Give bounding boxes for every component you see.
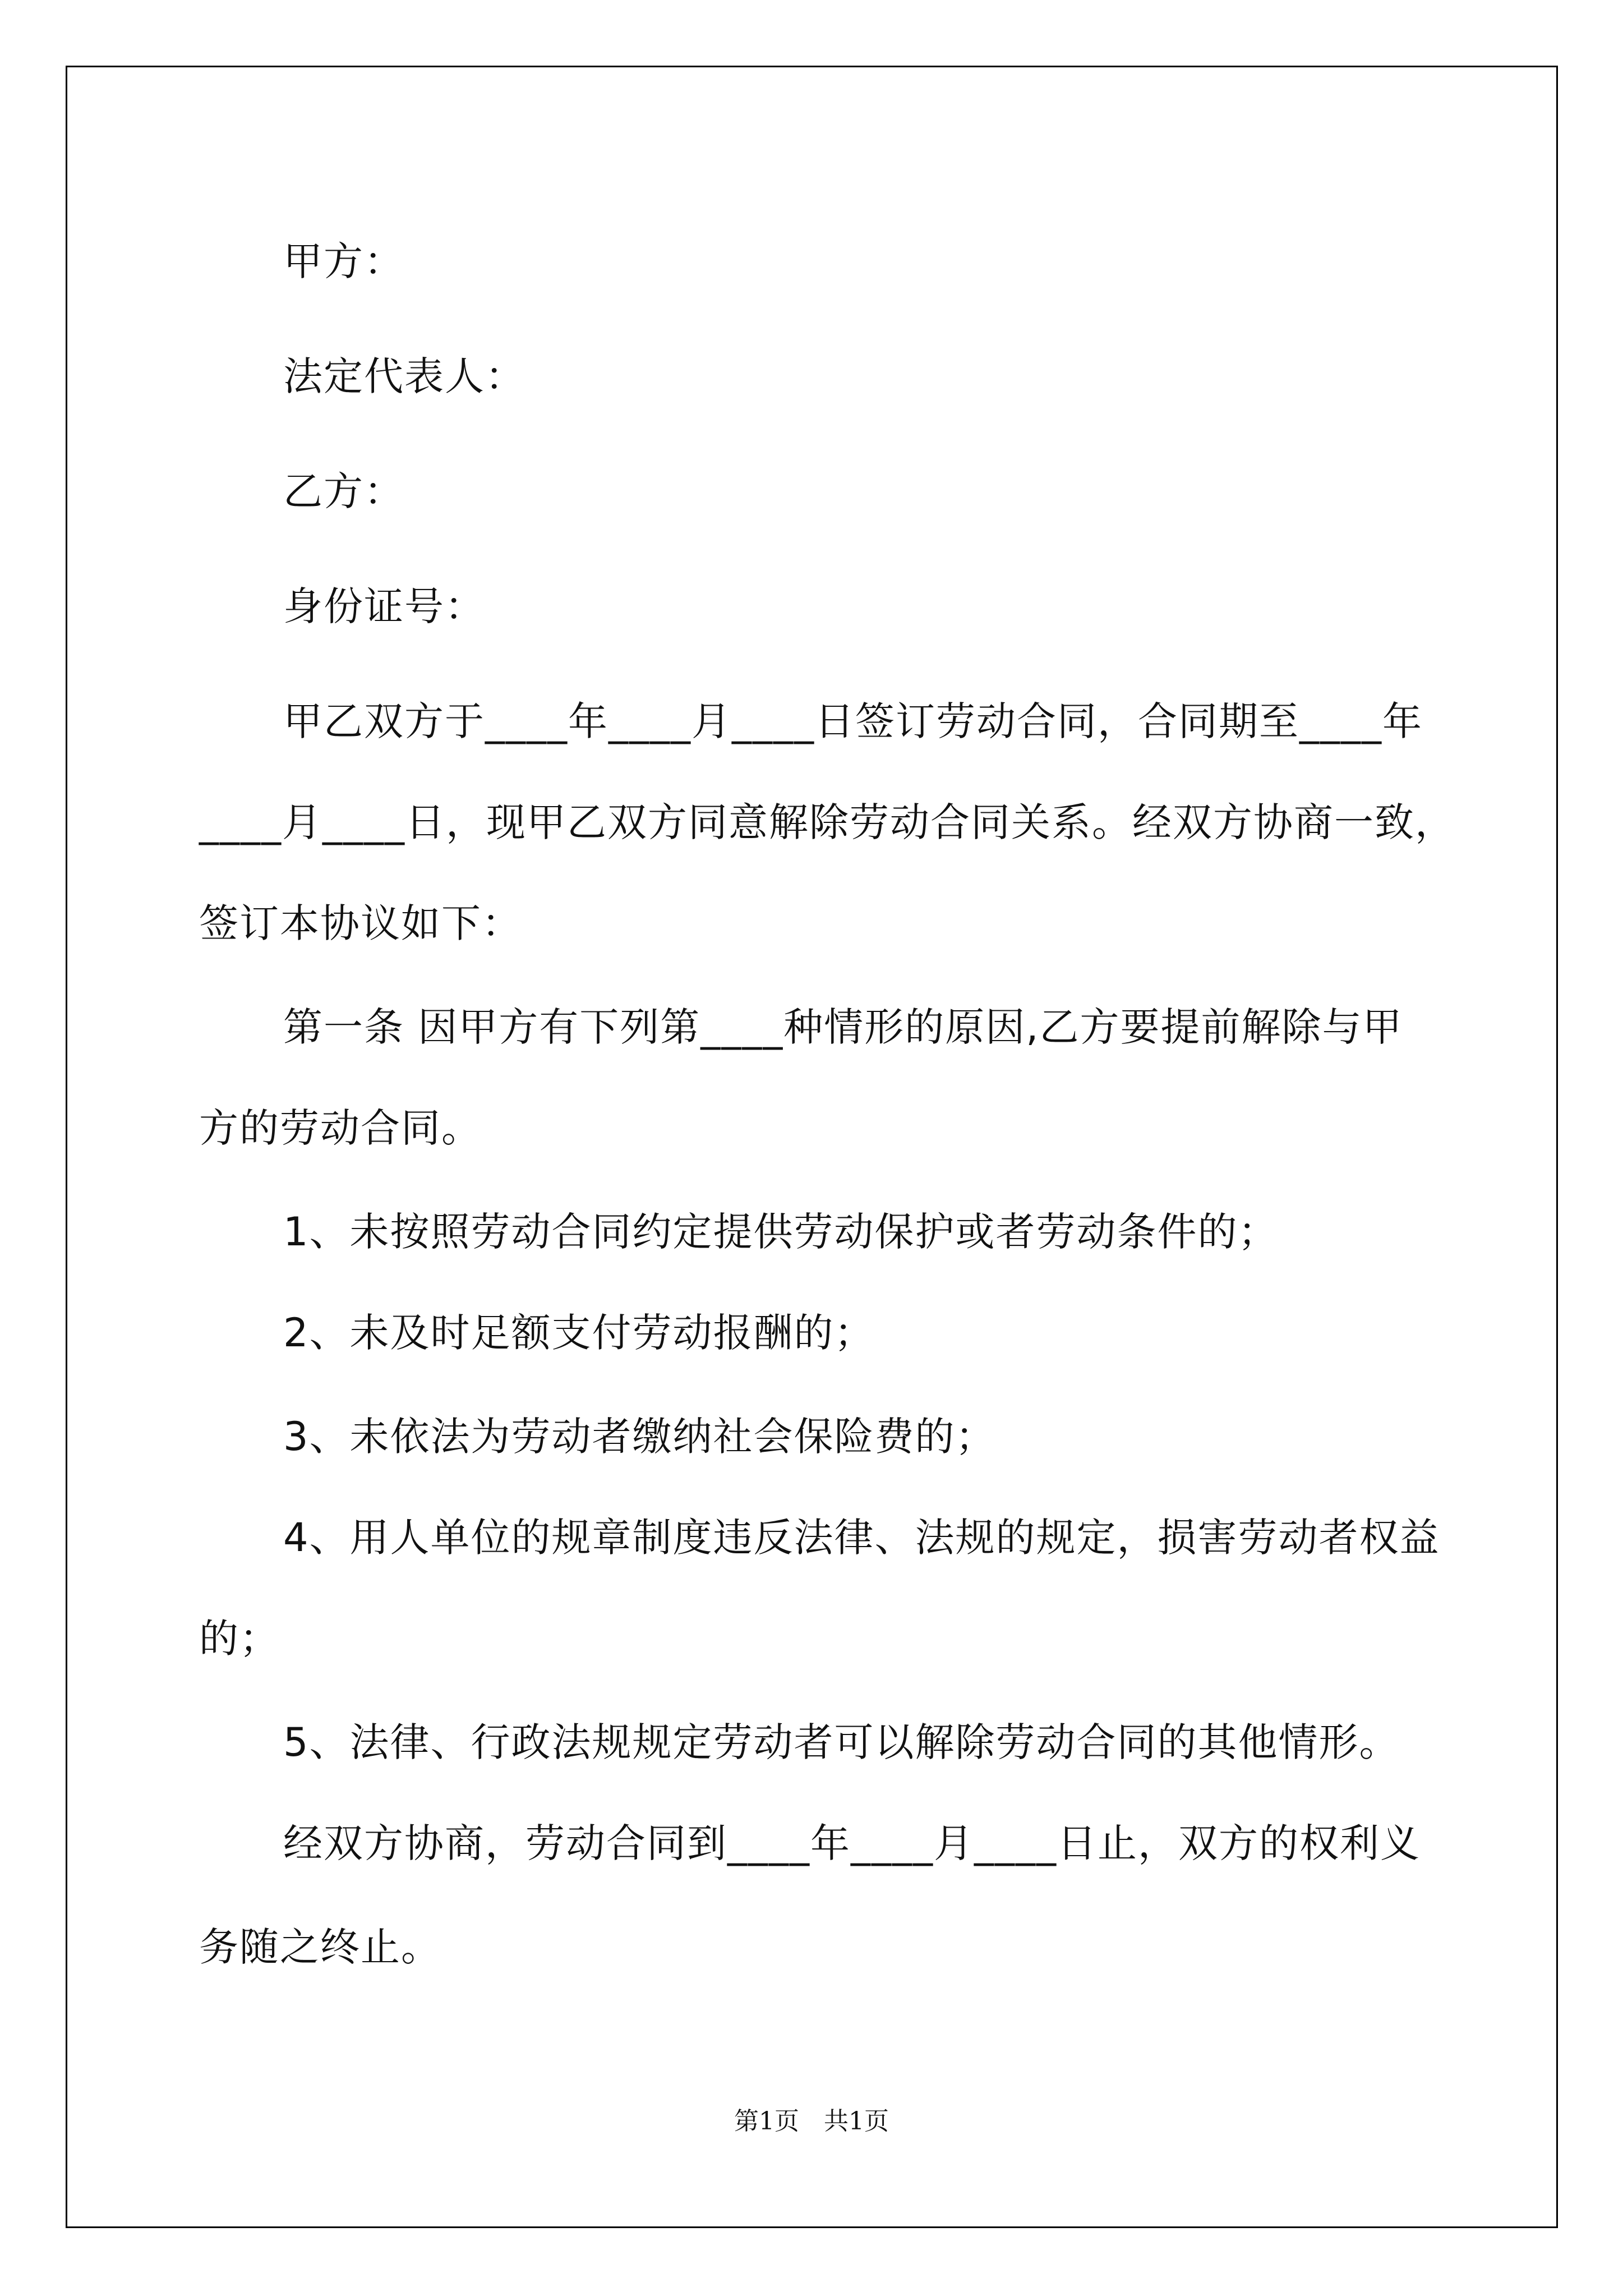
article-one-line: 第一条 因甲方有下列第____种情形的原因,乙方要提前解除与甲 [283,1004,1403,1050]
id-number-label: 身份证号： [283,583,485,629]
party-b-label: 乙方： [283,468,404,514]
list-item: 3、未依法为劳动者缴纳社会保险费的； [283,1414,996,1460]
paragraph-line: ____月____日，现甲乙双方同意解除劳动合同关系。经双方协商一致， [199,799,1455,845]
list-item: 5、法律、行政法规规定劳动者可以解除劳动合同的其他情形。 [283,1719,1400,1765]
list-item: 1、未按照劳动合同约定提供劳动保护或者劳动条件的； [283,1209,1279,1255]
legal-representative-label: 法定代表人： [283,353,525,399]
paragraph-line: 务随之终止。 [199,1924,441,1970]
article-one-line: 方的劳动合同。 [199,1105,482,1151]
paragraph-line: 经双方协商，劳动合同到____年____月____日止，双方的权利义 [283,1820,1421,1866]
page-footer: 第1页 共1页 [734,2107,889,2136]
list-item: 4、用人单位的规章制度违反法律、法规的规定，损害劳动者权益 [283,1515,1440,1561]
list-item: 的； [199,1616,280,1662]
paragraph-line: 甲乙双方于____年____月____日签订劳动合同，合同期至____年 [283,698,1423,744]
party-a-label: 甲方： [283,238,404,284]
list-item: 2、未及时足额支付劳动报酬的； [283,1310,875,1356]
paragraph-line: 签订本协议如下： [199,900,522,946]
